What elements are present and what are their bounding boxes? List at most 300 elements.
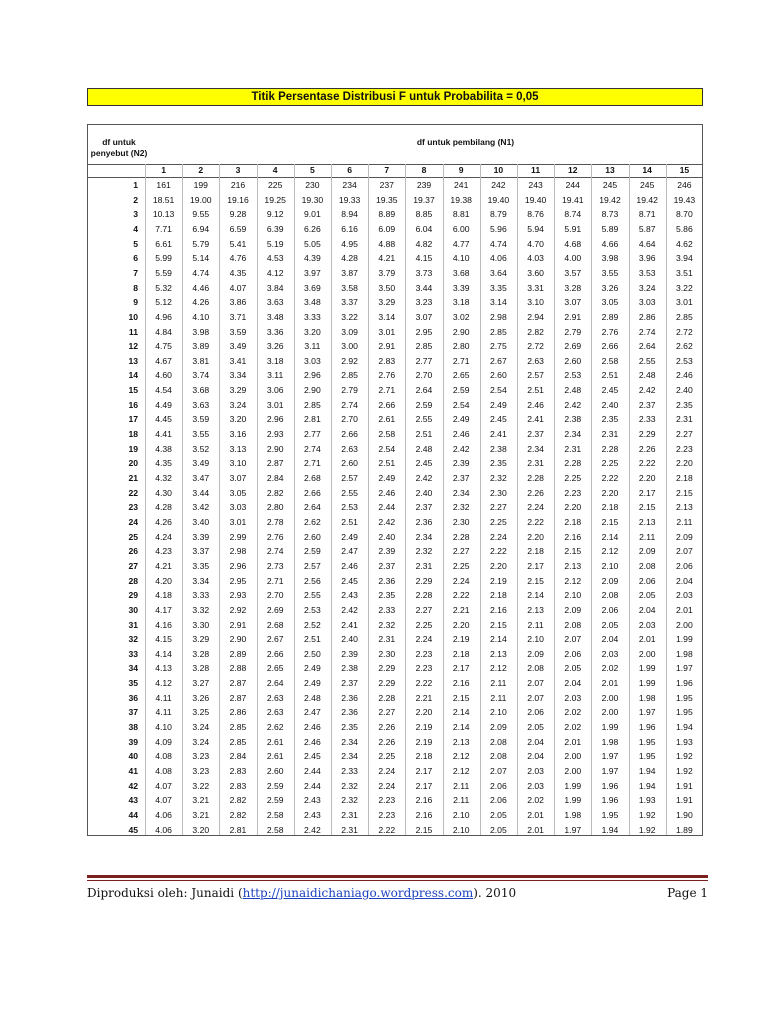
row-label: 29 — [128, 590, 138, 601]
table-cell: 4.41 — [155, 429, 172, 440]
table-cell: 2.45 — [601, 385, 619, 396]
table-cell: 3.24 — [192, 722, 210, 733]
table-cell: 4.76 — [229, 253, 247, 264]
table-cell: 3.21 — [192, 809, 210, 820]
table-cell: 4.11 — [155, 692, 172, 703]
table-cell: 2.59 — [266, 795, 284, 806]
column-header-10: 10 — [493, 165, 504, 175]
table-cell: 2.01 — [527, 809, 544, 820]
table-cell: 2.31 — [341, 809, 358, 820]
table-cell: 2.23 — [676, 443, 693, 454]
row-label: 7 — [133, 267, 138, 278]
table-cell: 2.42 — [378, 516, 396, 527]
table-cell: 6.59 — [229, 223, 247, 234]
table-cell: 2.48 — [638, 370, 656, 381]
column-header-3: 3 — [235, 165, 241, 175]
table-row — [88, 456, 702, 471]
table-cell: 4.07 — [155, 780, 172, 791]
table-cell: 2.01 — [638, 634, 656, 645]
table-cell: 2.21 — [415, 692, 433, 703]
table-cell: 2.74 — [266, 546, 284, 557]
table-cell: 1.96 — [601, 795, 619, 806]
table-cell: 2.83 — [229, 780, 247, 791]
table-cell: 2.39 — [378, 546, 396, 557]
table-cell: 3.16 — [229, 429, 247, 440]
table-cell: 2.19 — [452, 634, 470, 645]
table-cell: 2.11 — [490, 678, 507, 689]
table-cell: 2.46 — [452, 429, 470, 440]
table-cell: 2.53 — [564, 370, 582, 381]
table-cell: 2.09 — [527, 648, 544, 659]
table-cell: 3.07 — [229, 473, 247, 483]
table-cell: 8.81 — [452, 209, 470, 220]
footer-link[interactable]: http://junaidichaniago.wordpress.com — [242, 886, 474, 900]
row-label: 11 — [128, 326, 138, 337]
table-cell: 2.05 — [638, 590, 656, 601]
table-cell: 2.14 — [527, 590, 544, 601]
table-cell: 19.42 — [599, 194, 621, 205]
table-cell: 2.07 — [564, 634, 582, 645]
table-cell: 3.59 — [192, 414, 210, 425]
table-row — [88, 193, 702, 208]
table-cell: 4.67 — [155, 355, 172, 366]
table-cell: 2.15 — [676, 487, 693, 498]
table-cell: 3.13 — [229, 443, 247, 454]
table-row — [88, 808, 702, 823]
table-cell: 2.01 — [527, 824, 544, 835]
table-cell: 2.32 — [415, 546, 433, 557]
table-cell: 4.95 — [341, 238, 358, 249]
table-cell: 2.83 — [229, 766, 247, 776]
table-cell: 4.66 — [601, 238, 619, 249]
table-cell: 4.54 — [155, 385, 172, 396]
table-cell: 2.25 — [452, 560, 470, 571]
table-cell: 2.74 — [341, 399, 358, 410]
table-cell: 1.97 — [638, 707, 656, 718]
table-cell: 2.48 — [564, 385, 582, 396]
table-cell: 2.40 — [601, 399, 619, 410]
table-cell: 2.53 — [341, 502, 358, 513]
table-cell: 2.45 — [490, 414, 507, 425]
table-cell: 2.42 — [415, 473, 433, 483]
table-cell: 2.69 — [266, 604, 284, 615]
table-cell: 2.20 — [452, 619, 470, 630]
column-header-13: 13 — [605, 165, 615, 175]
table-cell: 2.23 — [378, 809, 396, 820]
table-cell: 2.64 — [266, 678, 284, 689]
table-cell: 3.01 — [229, 516, 247, 527]
table-cell: 2.13 — [452, 736, 470, 747]
table-cell: 1.99 — [676, 634, 693, 645]
table-cell: 2.33 — [341, 766, 358, 776]
row-label: 39 — [128, 736, 138, 747]
table-cell: 2.22 — [415, 678, 433, 689]
row-label: 45 — [128, 824, 138, 835]
table-cell: 3.39 — [452, 282, 470, 293]
table-cell: 2.59 — [266, 780, 284, 791]
footer-credit — [87, 886, 516, 900]
table-cell: 4.49 — [155, 399, 172, 410]
table-cell: 2.17 — [452, 663, 470, 674]
table-row — [88, 398, 702, 413]
table-cell: 5.14 — [192, 253, 210, 264]
table-cell: 5.41 — [229, 238, 247, 249]
row-label: 5 — [133, 238, 138, 249]
table-cell: 8.70 — [676, 209, 693, 220]
table-cell: 3.52 — [192, 443, 210, 454]
table-cell: 9.01 — [304, 209, 321, 220]
table-cell: 2.74 — [304, 443, 321, 454]
table-cell: 2.60 — [564, 355, 582, 366]
table-cell: 2.08 — [601, 590, 619, 601]
table-cell: 2.17 — [527, 560, 544, 571]
table-cell: 2.06 — [601, 604, 619, 615]
table-cell: 3.05 — [601, 297, 619, 308]
table-cell: 2.58 — [266, 824, 284, 835]
table-cell: 2.04 — [676, 575, 693, 586]
row-label: 15 — [128, 385, 138, 396]
table-cell: 2.51 — [341, 516, 358, 527]
table-cell: 2.09 — [564, 604, 582, 615]
table-cell: 1.90 — [676, 809, 693, 820]
table-cell: 2.51 — [415, 429, 433, 440]
table-cell: 230 — [305, 180, 320, 190]
table-cell: 3.84 — [266, 282, 284, 293]
table-cell: 4.12 — [266, 267, 284, 278]
table-cell: 2.82 — [229, 809, 247, 820]
table-cell: 2.51 — [304, 634, 321, 645]
table-cell: 3.34 — [192, 575, 210, 586]
table-cell: 8.89 — [378, 209, 396, 220]
table-cell: 9.55 — [192, 209, 210, 220]
table-cell: 4.21 — [155, 560, 172, 571]
table-cell: 2.12 — [601, 546, 619, 557]
table-cell: 2.40 — [676, 385, 693, 396]
table-cell: 2.85 — [415, 341, 433, 352]
table-cell: 2.01 — [564, 736, 582, 747]
table-cell: 2.59 — [304, 546, 321, 557]
table-cell: 2.70 — [266, 590, 284, 601]
table-cell: 6.61 — [155, 238, 172, 249]
table-cell: 2.86 — [229, 707, 247, 718]
table-cell: 2.66 — [378, 399, 396, 410]
table-cell: 2.92 — [229, 604, 247, 615]
table-cell: 3.48 — [304, 297, 321, 308]
table-cell: 2.57 — [304, 560, 321, 571]
table-cell: 2.16 — [452, 678, 470, 689]
table-cell: 2.54 — [490, 385, 507, 396]
row-label: 24 — [128, 516, 138, 527]
table-cell: 2.12 — [490, 663, 507, 674]
table-cell: 3.86 — [229, 297, 247, 308]
column-header-7: 7 — [384, 165, 390, 175]
table-cell: 4.21 — [378, 253, 396, 264]
table-cell: 2.00 — [564, 751, 582, 762]
table-row — [88, 251, 702, 266]
table-cell: 10.13 — [152, 209, 175, 220]
table-cell: 3.14 — [378, 311, 396, 322]
table-row — [88, 661, 702, 676]
table-cell: 2.22 — [601, 473, 619, 483]
table-cell: 4.88 — [378, 238, 396, 249]
grid-line — [480, 164, 481, 835]
table-row — [88, 427, 702, 442]
table-cell: 2.49 — [304, 678, 321, 689]
table-cell: 2.31 — [341, 824, 358, 835]
table-cell: 2.43 — [304, 809, 321, 820]
table-cell: 4.75 — [155, 341, 172, 352]
table-row — [88, 691, 702, 706]
table-cell: 3.14 — [490, 297, 507, 308]
table-cell: 237 — [379, 180, 394, 190]
table-row — [88, 735, 702, 750]
table-row — [88, 823, 702, 838]
table-cell: 2.90 — [266, 443, 284, 454]
table-cell: 2.25 — [378, 751, 396, 762]
table-cell: 2.85 — [304, 399, 321, 410]
table-cell: 2.85 — [229, 736, 247, 747]
table-cell: 2.23 — [564, 487, 582, 498]
table-cell: 4.10 — [192, 311, 210, 322]
table-cell: 3.26 — [601, 282, 619, 293]
table-cell: 2.61 — [378, 414, 396, 425]
table-cell: 2.78 — [266, 516, 284, 527]
table-cell: 4.35 — [229, 267, 247, 278]
table-cell: 3.34 — [229, 370, 247, 381]
table-cell: 2.39 — [452, 458, 470, 469]
table-cell: 3.00 — [341, 341, 358, 352]
table-title — [87, 88, 703, 106]
table-cell: 2.37 — [378, 560, 396, 571]
table-cell: 3.81 — [192, 355, 210, 366]
table-cell: 2.12 — [452, 751, 470, 762]
table-cell: 3.07 — [564, 297, 582, 308]
table-cell: 1.96 — [601, 780, 619, 791]
row-label: 23 — [128, 502, 138, 513]
table-cell: 2.49 — [378, 473, 396, 483]
table-cell: 2.16 — [415, 795, 433, 806]
table-cell: 2.41 — [341, 619, 358, 630]
table-cell: 2.20 — [638, 473, 656, 483]
table-cell: 2.00 — [601, 707, 619, 718]
table-cell: 2.90 — [229, 634, 247, 645]
table-cell: 2.14 — [452, 707, 470, 718]
table-cell: 2.15 — [527, 575, 544, 586]
table-cell: 2.11 — [639, 531, 656, 542]
table-cell: 2.76 — [266, 531, 284, 542]
table-cell: 2.27 — [378, 707, 396, 718]
table-cell: 2.02 — [601, 663, 619, 674]
table-cell: 2.51 — [601, 370, 619, 381]
table-cell: 4.00 — [564, 253, 582, 264]
table-cell: 19.42 — [636, 194, 658, 205]
table-cell: 3.28 — [192, 648, 210, 659]
table-cell: 3.35 — [192, 560, 210, 571]
table-cell: 239 — [416, 180, 432, 190]
table-cell: 2.55 — [638, 355, 656, 366]
table-cell: 2.21 — [452, 604, 470, 615]
table-cell: 8.71 — [638, 209, 656, 220]
table-cell: 2.08 — [490, 736, 507, 747]
table-cell: 2.53 — [304, 604, 321, 615]
table-cell: 2.28 — [527, 473, 544, 483]
table-cell: 4.38 — [155, 443, 172, 454]
table-cell: 3.23 — [415, 297, 433, 308]
table-cell: 1.94 — [676, 722, 693, 733]
table-cell: 2.08 — [638, 560, 656, 571]
table-cell: 2.25 — [564, 473, 582, 483]
table-cell: 2.71 — [452, 355, 470, 366]
table-cell: 2.80 — [452, 341, 470, 352]
table-cell: 2.14 — [490, 634, 507, 645]
table-cell: 3.37 — [341, 297, 358, 308]
table-cell: 2.98 — [229, 546, 247, 557]
grid-line — [443, 164, 444, 835]
table-cell: 2.11 — [453, 795, 470, 806]
table-cell: 2.40 — [341, 634, 358, 645]
table-cell: 4.68 — [564, 238, 582, 249]
table-cell: 4.18 — [155, 590, 172, 601]
table-row — [88, 237, 702, 252]
table-cell: 2.13 — [564, 560, 582, 571]
table-cell: 2.64 — [415, 385, 433, 396]
table-cell: 2.36 — [415, 516, 433, 527]
table-cell: 2.34 — [415, 531, 433, 542]
table-cell: 2.95 — [229, 575, 247, 586]
table-cell: 5.89 — [601, 223, 619, 234]
grid-line — [591, 164, 592, 835]
table-cell: 2.82 — [229, 795, 247, 806]
table-cell: 2.03 — [601, 648, 619, 659]
table-cell: 2.48 — [304, 692, 321, 703]
table-cell: 2.30 — [378, 648, 396, 659]
table-cell: 245 — [640, 180, 655, 190]
n2-label: df untuk penyebut (N2) — [90, 137, 148, 158]
table-cell: 2.49 — [490, 399, 507, 410]
table-cell: 2.94 — [527, 311, 544, 322]
row-label: 41 — [128, 766, 138, 776]
table-cell: 2.92 — [341, 355, 358, 366]
table-cell: 2.36 — [378, 575, 396, 586]
table-cell: 3.96 — [638, 253, 656, 264]
table-cell: 3.48 — [266, 311, 284, 322]
table-row — [88, 500, 702, 515]
table-cell: 241 — [454, 180, 469, 190]
table-cell: 246 — [677, 180, 692, 190]
table-cell: 3.58 — [341, 282, 358, 293]
footer-rule-thin — [87, 880, 708, 881]
table-cell: 1.93 — [638, 795, 656, 806]
table-cell: 3.98 — [192, 326, 210, 337]
table-cell: 2.06 — [564, 648, 582, 659]
table-cell: 2.58 — [601, 355, 619, 366]
table-cell: 3.42 — [192, 502, 210, 513]
table-cell: 2.47 — [304, 707, 321, 718]
table-cell: 4.20 — [155, 575, 172, 586]
table-header — [88, 125, 702, 165]
column-header-8: 8 — [421, 165, 427, 175]
table-cell: 2.06 — [676, 560, 693, 571]
table-cell: 2.60 — [304, 531, 321, 542]
table-cell: 19.43 — [673, 194, 696, 205]
table-cell: 9.12 — [266, 209, 284, 220]
table-row — [88, 325, 702, 340]
table-cell: 2.32 — [452, 502, 470, 513]
table-cell: 3.87 — [341, 267, 358, 278]
row-label: 30 — [128, 604, 138, 615]
table-cell: 4.70 — [527, 238, 544, 249]
table-cell: 2.19 — [415, 722, 433, 733]
table-cell: 3.28 — [192, 663, 210, 674]
table-cell: 2.66 — [341, 429, 358, 440]
table-cell: 1.98 — [601, 736, 619, 747]
table-cell: 3.49 — [192, 458, 210, 469]
table-cell: 2.77 — [415, 355, 433, 366]
table-cell: 1.96 — [638, 722, 656, 733]
table-row — [88, 764, 702, 779]
table-cell: 3.63 — [192, 399, 210, 410]
table-cell: 2.74 — [638, 326, 656, 337]
table-cell: 2.34 — [564, 429, 582, 440]
table-cell: 1.95 — [676, 692, 693, 703]
table-cell: 2.07 — [676, 546, 693, 557]
table-cell: 2.42 — [304, 824, 321, 835]
row-label: 10 — [128, 311, 138, 322]
table-cell: 2.23 — [415, 648, 433, 659]
table-cell: 5.19 — [266, 238, 284, 249]
table-cell: 2.91 — [229, 619, 247, 630]
table-cell: 2.87 — [229, 678, 247, 689]
table-cell: 4.32 — [155, 473, 172, 483]
table-cell: 2.39 — [341, 648, 358, 659]
table-cell: 3.40 — [192, 516, 210, 527]
table-cell: 2.11 — [676, 516, 693, 527]
table-cell: 4.09 — [155, 736, 172, 747]
table-cell: 1.95 — [638, 751, 656, 762]
footer-rule-thick — [87, 875, 708, 878]
table-cell: 2.18 — [490, 590, 507, 601]
table-cell: 2.20 — [564, 502, 582, 513]
table-cell: 2.09 — [638, 546, 656, 557]
table-cell: 3.22 — [341, 311, 358, 322]
row-label: 44 — [128, 809, 138, 820]
table-cell: 2.04 — [638, 604, 656, 615]
table-cell: 1.95 — [638, 736, 656, 747]
table-cell: 3.18 — [452, 297, 470, 308]
table-cell: 6.09 — [378, 223, 396, 234]
grid-line — [368, 164, 369, 835]
table-cell: 2.61 — [266, 736, 284, 747]
table-cell: 2.96 — [266, 414, 284, 425]
table-cell: 8.74 — [564, 209, 582, 220]
row-label: 34 — [128, 663, 138, 674]
row-label: 33 — [128, 648, 138, 659]
table-cell: 2.27 — [490, 502, 507, 513]
table-cell: 4.35 — [155, 458, 172, 469]
table-cell: 3.06 — [266, 385, 284, 396]
table-cell: 4.14 — [155, 648, 172, 659]
table-row — [88, 603, 702, 618]
table-cell: 3.23 — [192, 751, 210, 762]
table-cell: 2.23 — [378, 795, 396, 806]
row-label: 31 — [128, 619, 138, 630]
table-cell: 2.52 — [304, 619, 321, 630]
table-cell: 2.10 — [452, 809, 470, 820]
table-cell: 3.09 — [341, 326, 358, 337]
table-cell: 4.84 — [155, 326, 172, 337]
table-cell: 2.13 — [676, 502, 693, 513]
grid-line — [331, 164, 332, 835]
